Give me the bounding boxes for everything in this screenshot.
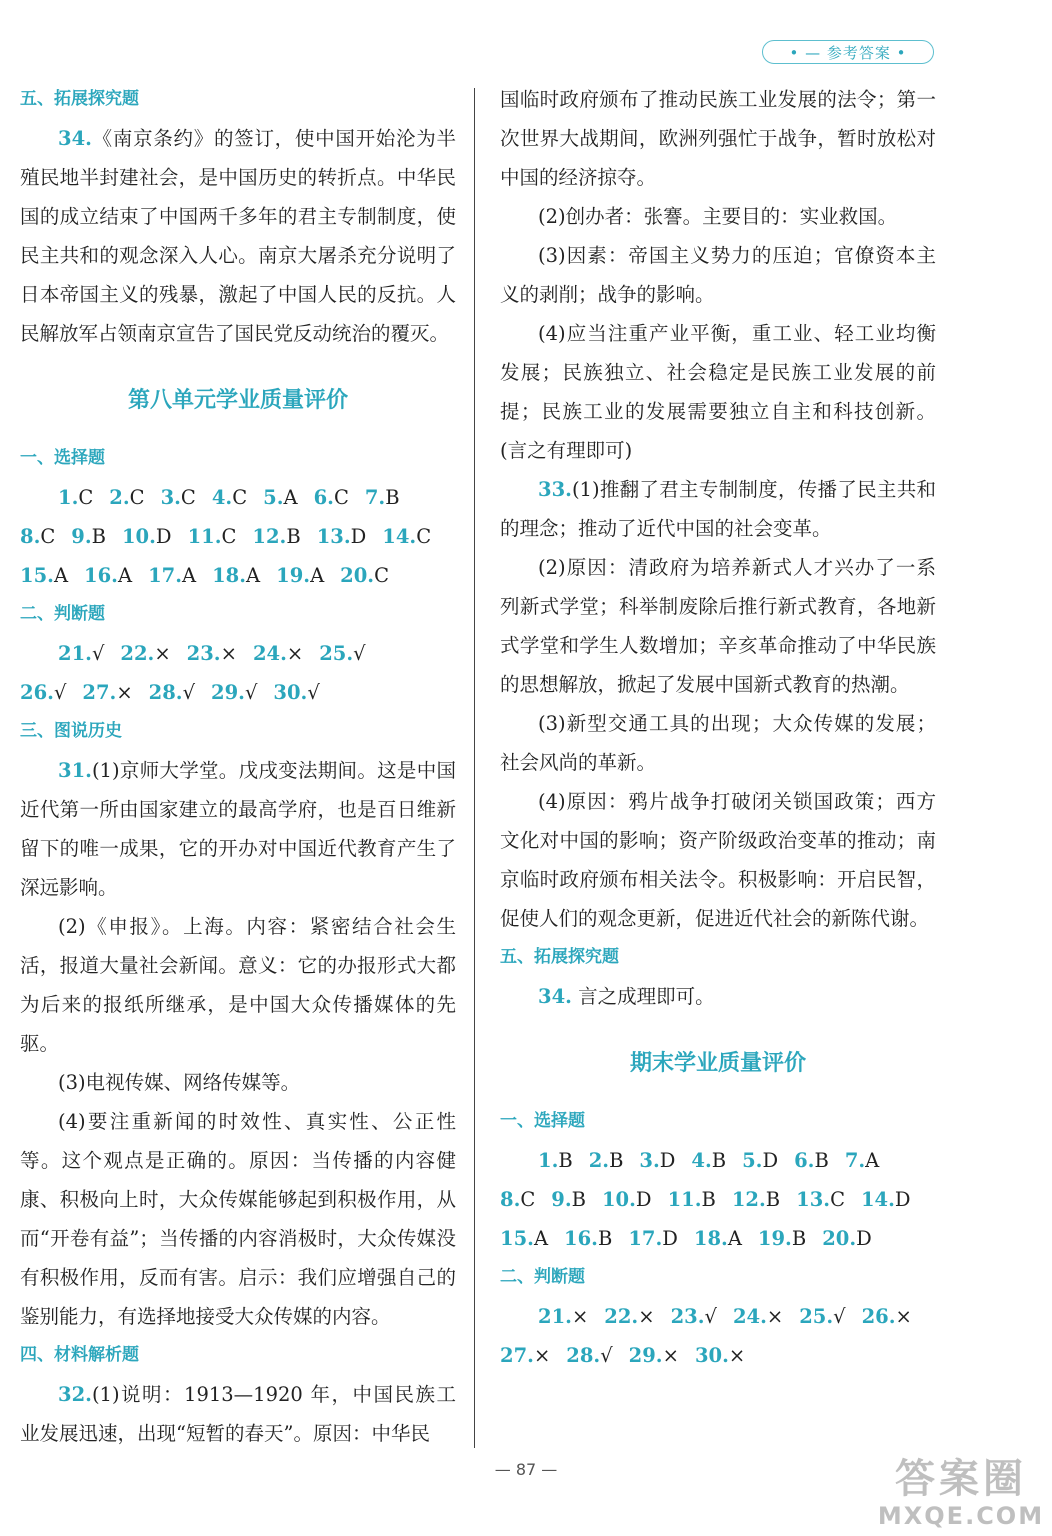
section-title-extension-right: 五、拓展探究题 [500,947,619,967]
answer-number: 24. [732,1305,767,1328]
answer-item [500,1219,548,1258]
answer-item [263,478,297,517]
answer-number: 3. [160,486,181,509]
answer-item [71,517,106,556]
answer-number: 28. [566,1344,601,1367]
answer-value: × [766,1305,784,1328]
answer-value: × [638,1305,655,1328]
answer-item [694,1219,742,1258]
answer-item [538,1141,573,1180]
answer-item [500,1336,550,1375]
answer-item [161,478,196,517]
answer-item [82,673,132,712]
answer-number: 14. [382,525,417,548]
answer-number: 25. [799,1305,834,1328]
answer-number: 11. [187,525,222,548]
answer-number: 28. [148,681,183,704]
answer-value: C [374,564,390,587]
right-column [500,80,936,1375]
answer-item [149,673,195,712]
answer-item [862,1297,912,1336]
answer-row [20,673,456,712]
answer-item [319,634,365,673]
answer-value: √ [600,1344,613,1367]
answer-31-part3: (3)电视传媒、网络传媒等。 [58,1071,301,1094]
answer-32-part1-continued: 国临时政府颁布了推动民族工业发展的法令；第一次世界大战期间，欧洲列强忙于战争，暂时放松对中国的经济掠夺。 [500,88,936,189]
answer-value: D [856,1227,872,1250]
answer-value: × [220,642,237,665]
answer-row [20,556,456,595]
answer-item [602,1180,652,1219]
answer-number: 9. [71,525,92,548]
answer-item [758,1219,806,1258]
answer-item [799,1297,845,1336]
answer-value: B [571,1188,586,1211]
answer-value: B [765,1188,781,1211]
answer-number: 22. [604,1305,639,1328]
answer-value: A [865,1149,880,1172]
answer-number: 27. [82,681,117,704]
answer-item [20,556,68,595]
answer-value: A [117,564,133,587]
answer-item [732,1180,780,1219]
answer-number: 7. [844,1149,866,1172]
answer-value: D [762,1149,779,1172]
answer-number: 6. [794,1149,815,1172]
answer-row [500,1219,936,1258]
answer-value: √ [704,1305,717,1328]
answer-item [20,673,66,712]
answer-value: × [286,642,304,665]
answer-item [671,1297,717,1336]
answer-item [365,478,400,517]
answer-number: 1. [58,486,79,509]
answer-item [845,1141,879,1180]
answer-item [861,1180,911,1219]
section-title-extension: 五、拓展探究题 [20,89,139,109]
answer-value: √ [244,681,258,704]
answer-value: B [701,1188,716,1211]
answer-number: 7. [364,486,386,509]
answer-number: 8. [500,1188,521,1211]
answer-number: 25. [319,642,354,665]
unit8-title: 第八单元学业质量评价 [127,387,348,413]
answer-item [317,517,367,556]
answer-33-part1: 33.(1)推翻了君主专制制度，传播了民主共和的理念；推动了近代中国的社会变革。 [500,478,936,540]
answer-item [629,1336,679,1375]
answer-number: 19. [276,564,311,587]
answer-31-part2: (2)《申报》。上海。内容：紧密结合社会生活，报道大量社会新闻。意义：它的办报形式大都为后来的报纸所继承，是中国大众传播媒体的先驱。 [20,915,456,1055]
answer-value: B [609,1149,624,1172]
section-title-choice: 一、选择题 [20,448,105,468]
answer-value: A [727,1227,742,1250]
answer-number: 19. [757,1227,792,1250]
answer-value: √ [833,1305,846,1328]
answer-item [500,1180,535,1219]
answer-value: A [53,564,69,587]
answer-31-part1: 31.(1)京师大学堂。戊戌变法期间。这是中国近代第一所由国家建立的最高学府，也是百日维新留下的唯一成果，它的开办对中国近代教育产生了深远影响。 [20,759,456,899]
judge-answers [20,634,456,712]
answer-item [84,556,132,595]
answer-34: 34.《南京条约》的签订，使中国开始沦为半殖民地半封建社会，是中国历史的转折点。中华民国的成立结束了中国两千多年的君主专制制度，使民主共和的观念深入人心。南京大屠杀充分说明了日本帝国主义的残暴，激起了中国人民的反抗。人民解放军占领南京宣告了国民党反动统治的覆灭。 [20,127,456,345]
answer-number: 27. [500,1344,534,1367]
answer-32-part3: (3)因素：帝国主义势力的压迫；官僚资本主义的剥削；战争的影响。 [500,244,936,306]
answer-item [733,1297,783,1336]
answer-item [253,634,303,673]
answer-item [794,1141,829,1180]
answer-row [20,517,456,556]
answer-value: C [40,525,56,548]
answer-value: A [310,564,325,587]
answer-item [212,556,260,595]
answer-number: 17. [148,564,182,587]
answer-row [500,1141,936,1180]
answer-item [148,556,196,595]
answer-value: × [662,1344,679,1367]
answer-item [211,673,257,712]
answer-value: C [180,486,196,509]
answer-item [122,517,172,556]
answer-item [120,634,170,673]
answer-31-part4: (4)要注重新闻的时效性、真实性、公正性等。这个观点是正确的。原因：当传播的内容健康、积极向上时，大众传媒能够起到积极作用，从而“开卷有益”；当传播的内容消极时，大众传媒没有积极作用，反而有害。启示：我们应增强自己的鉴别能力，有选择地接受大众传媒的内容。 [20,1110,456,1328]
answer-number: 12. [731,1188,766,1211]
answer-row [500,1180,936,1219]
answer-33-part4: (4)原因：鸦片战争打破闭关锁国政策；西方文化对中国的影响；资产阶级政治变革的推动；南京临时政府颁布相关法令。积极影响：开启民智，促使人们的观念更新，促进近代社会的新陈代谢。 [500,790,936,930]
answer-key-badge: • — 参考答案 • [762,40,934,64]
answer-value: C [232,486,248,509]
answer-number: 22. [120,642,155,665]
answer-item [566,1336,612,1375]
answer-item [187,634,237,673]
choice-answers-right [500,1141,936,1258]
answer-item [742,1141,778,1180]
section-title-picture-history: 三、图说历史 [20,721,122,741]
answer-item [564,1219,612,1258]
answer-number: 13. [316,525,351,548]
answer-number: 30. [694,1344,729,1367]
answer-item [589,1141,624,1180]
answer-value: B [711,1149,727,1172]
answer-number: 14. [860,1188,895,1211]
answer-33-part2: (2)原因：清政府为培养新式人才兴办了一系列新式学堂；科举制废除后推行新式教育，各地新式学堂和学生人数增加；辛亥革命推动了中华民族的思想解放，掀起了发展中国新式教育的热潮。 [500,556,936,696]
answer-number: 13. [796,1188,831,1211]
answer-value: × [728,1344,746,1367]
choice-answers [20,478,456,595]
answer-value: B [286,525,301,548]
answer-32-part2: (2)创办者：张謇。主要目的：实业救国。 [538,205,898,228]
answer-number: 6. [313,486,334,509]
answer-value: × [533,1344,551,1367]
answer-number: 1. [538,1149,559,1172]
section-title-judge: 二、判断题 [20,604,105,624]
answer-item [109,478,144,517]
answer-row [500,1336,936,1375]
answer-row [20,634,456,673]
answer-item [551,1180,586,1219]
answer-value: D [659,1149,676,1172]
section-title-material: 四、材料解析题 [20,1345,139,1365]
section-title-choice-right: 一、选择题 [500,1111,585,1131]
answer-value: B [791,1227,807,1250]
answer-number: 18. [693,1227,728,1250]
answer-item [691,1141,726,1180]
answer-32-part4: (4)应当注重产业平衡，重工业、轻工业均衡发展；民族独立、社会稳定是民族工业发展的前提；民族工业的发展需要独立自主和科技创新。(言之有理即可) [500,322,936,462]
answer-number: 26. [861,1305,896,1328]
answer-value: √ [353,642,366,665]
answer-value: D [662,1227,678,1250]
answer-number: 23. [670,1305,705,1328]
answer-number: 12. [252,525,287,548]
page-number: — 87 — [494,1460,558,1479]
answer-item [340,556,389,595]
answer-value: C [129,486,145,509]
answer-item [58,634,104,673]
answer-item [20,517,55,556]
answer-value: √ [53,681,67,704]
answer-value: B [814,1149,829,1172]
answer-value: × [154,642,171,665]
answer-number: 16. [84,564,118,587]
answer-number: 2. [109,486,130,509]
answer-value: C [221,525,237,548]
judge-answers-right [500,1297,936,1375]
answer-number: 29. [628,1344,663,1367]
answer-value: B [558,1149,573,1172]
answer-value: A [533,1227,549,1250]
answer-number: 4. [691,1149,712,1172]
answer-number: 5. [742,1149,763,1172]
answer-33-part3: (3)新型交通工具的出现；大众传媒的发展；社会风尚的革新。 [500,712,936,774]
answer-number: 17. [628,1227,663,1250]
answer-value: B [91,525,106,548]
answer-value: C [416,525,432,548]
answer-item [276,556,324,595]
answer-number: 10. [121,525,156,548]
answer-value: C [830,1188,845,1211]
answer-number: 8. [20,525,41,548]
answer-item [252,517,300,556]
answer-number: 2. [588,1149,610,1172]
answer-number: 21. [58,642,92,665]
answer-item [538,1297,588,1336]
answer-item [628,1219,678,1258]
answer-value: × [116,681,133,704]
answer-number: 20. [822,1227,857,1250]
answer-row [500,1297,936,1336]
answer-value: √ [307,681,320,704]
answer-value: √ [91,642,105,665]
answer-32-part1: 32.(1)说明：1913—1920 年，中国民族工业发展迅速，出现“短暂的春天”。原因：中华民 [20,1383,456,1445]
answer-number: 15. [500,1227,534,1250]
answer-value: A [182,564,197,587]
answer-value: D [155,525,172,548]
answer-row [20,478,456,517]
answer-item [382,517,431,556]
left-column [20,80,456,1453]
watermark-logo: 答案圈 MXQE.COM [877,1456,1045,1530]
answer-number: 30. [273,681,308,704]
answer-number: 10. [601,1188,636,1211]
answer-item [212,478,247,517]
answer-item [58,478,93,517]
answer-number: 24. [252,642,287,665]
answer-value: × [571,1305,589,1328]
answer-value: A [246,564,261,587]
answer-item [188,517,237,556]
answer-number: 26. [20,681,54,704]
answer-number: 4. [211,486,233,509]
answer-value: D [635,1188,652,1211]
answer-number: 3. [639,1149,660,1172]
answer-item [822,1219,872,1258]
answer-item [639,1141,675,1180]
answer-value: A [283,486,298,509]
answer-item [668,1180,716,1219]
answer-value: D [894,1188,911,1211]
answer-item [314,478,349,517]
answer-value: C [333,486,349,509]
answer-value: B [597,1227,613,1250]
answer-number: 18. [212,564,247,587]
answer-number: 15. [20,564,54,587]
answer-34-right: 34. 言之成理即可。 [538,985,715,1008]
answer-value: B [385,486,400,509]
answer-number: 11. [667,1188,702,1211]
answer-number: 23. [186,642,221,665]
answer-number: 9. [551,1188,572,1211]
answer-value: C [520,1188,536,1211]
answer-value: D [350,525,367,548]
answer-number: 29. [211,681,245,704]
answer-value: √ [182,681,196,704]
answer-item [695,1336,745,1375]
answer-number: 20. [340,564,375,587]
answer-value: × [895,1305,912,1328]
answer-number: 5. [263,486,284,509]
answer-number: 16. [564,1227,598,1250]
answer-number: 21. [538,1305,572,1328]
column-divider [474,88,475,1448]
final-exam-title: 期末学业质量评价 [629,1050,806,1076]
answer-value: C [78,486,94,509]
answer-item [273,673,319,712]
answer-item [796,1180,845,1219]
section-title-judge-right: 二、判断题 [500,1267,585,1287]
answer-item [604,1297,654,1336]
